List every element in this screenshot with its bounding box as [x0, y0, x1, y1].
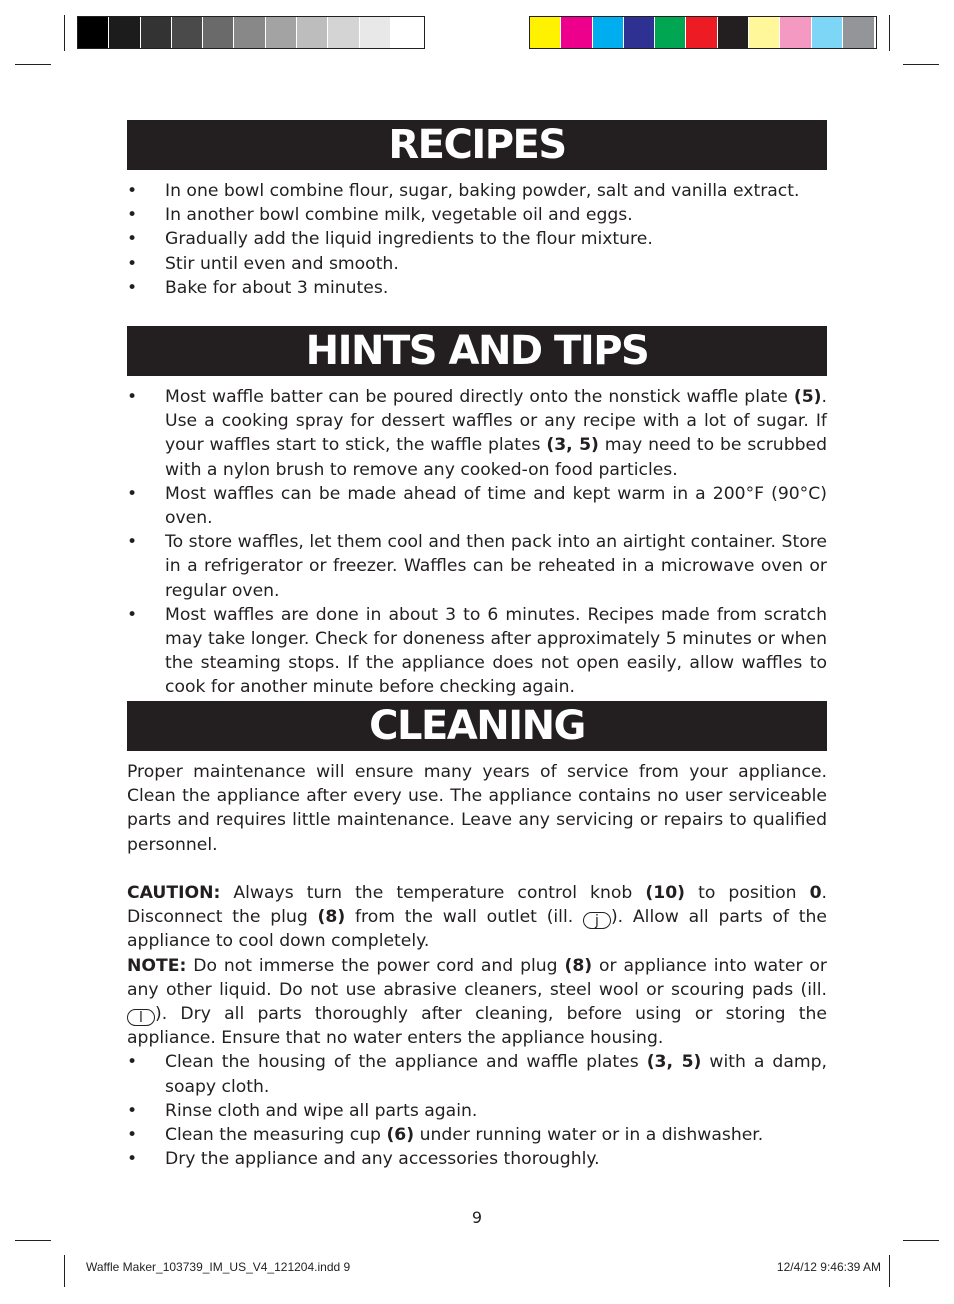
list-item: • Gradually add the liquid ingredients to the flour mixture.	[127, 227, 827, 251]
footer-timestamp: 12/4/12 9:46:39 AM	[776, 1260, 881, 1274]
color-swatch	[812, 17, 843, 48]
color-swatch	[655, 17, 686, 48]
illustration-ref: j	[583, 912, 611, 929]
crop-mark	[15, 64, 51, 65]
color-swatch	[593, 17, 624, 48]
color-swatch	[234, 17, 265, 48]
list-item: • In another bowl combine milk, vegetable oil and eggs.	[127, 203, 827, 227]
crop-mark	[903, 1240, 939, 1241]
hints-heading: HINTS AND TIPS	[127, 326, 827, 376]
list-item: • Most waffles are done in about 3 to 6 minutes. Recipes made from scratch may take longer. Check for doneness after approximately 5 minutes or when the steaming stops. If the appliance does not open easily, allow waffles to cook for another minute before checking again.	[127, 603, 827, 700]
color-swatch	[749, 17, 780, 48]
color-swatch	[297, 17, 328, 48]
color-swatch	[780, 17, 811, 48]
list-item: • To store waffles, let them cool and then pack into an airtight container. Store in a refrigerator or freezer. Waffles can be reheated in a microwave oven or regular oven.	[127, 530, 827, 603]
color-swatch	[530, 17, 561, 48]
cleaning-body	[127, 760, 827, 1171]
list-item: • Most waffle batter can be poured directly onto the nonstick waffle plate (5). Use a cooking spray for dessert waffles or any recipe with a lot of sugar. If your waffles start to stick, the waffle plates (3, 5) may need to be scrubbed with a nylon brush to remove any cooked-on food particles.	[127, 385, 827, 482]
note-paragraph: NOTE: Do not immerse the power cord and plug (8) or appliance into water or any other liquid. Do not use abrasive cleaners, steel wool or scouring pads (ill. l ). Dry all parts thoroughly after cleaning, before using or storing the appliance. Ensure that no water enters the appliance housing.	[127, 955, 827, 1049]
color-swatch	[328, 17, 359, 48]
list-item: • Clean the housing of the appliance and waffle plates (3, 5) with a damp, soapy cloth.	[127, 1050, 827, 1098]
list-item: • Dry the appliance and any accessories thoroughly.	[127, 1147, 827, 1171]
list-item: • Most waffles can be made ahead of time and kept warm in a 200°F (90°C) oven.	[127, 482, 827, 530]
color-swatch	[266, 17, 297, 48]
color-swatch	[172, 17, 203, 48]
illustration-ref: l	[127, 1009, 155, 1026]
grayscale-color-bar	[77, 16, 425, 49]
color-swatch	[360, 17, 391, 48]
color-swatch	[686, 17, 717, 48]
cleaning-heading: CLEANING	[127, 701, 827, 751]
list-item: • In one bowl combine flour, sugar, baking powder, salt and vanilla extract.	[127, 179, 827, 203]
crop-mark	[64, 1255, 65, 1287]
list-item: • Stir until even and smooth.	[127, 252, 827, 276]
color-swatch	[843, 17, 874, 48]
color-swatch	[109, 17, 140, 48]
color-swatch	[141, 17, 172, 48]
crop-mark	[15, 1240, 51, 1241]
color-swatch	[203, 17, 234, 48]
process-color-bar	[529, 16, 877, 49]
list-item: • Rinse cloth and wipe all parts again.	[127, 1099, 827, 1123]
color-swatch	[391, 17, 422, 48]
caution-paragraph: CAUTION: Always turn the temperature control knob (10) to position 0. Disconnect the plug (8) from the wall outlet (ill. j ). Allow all parts of the appliance to cool down completely.	[127, 883, 827, 952]
recipes-heading: RECIPES	[127, 120, 827, 170]
color-swatch	[561, 17, 592, 48]
cleaning-intro: Proper maintenance will ensure many years of service from your appliance. Clean the appliance after every use. The appliance contains no user serviceable parts and requires little maintenance. Leave any servicing or repairs to qualified personnel.	[127, 762, 827, 855]
list-item: • Bake for about 3 minutes.	[127, 276, 827, 300]
page-number: 9	[471, 1208, 483, 1227]
crop-mark	[64, 15, 65, 51]
color-swatch	[624, 17, 655, 48]
color-swatch	[78, 17, 109, 48]
list-item: • Clean the measuring cup (6) under running water or in a dishwasher.	[127, 1123, 827, 1147]
crop-mark	[889, 1255, 890, 1287]
crop-mark	[903, 64, 939, 65]
color-swatch	[718, 17, 749, 48]
crop-mark	[889, 15, 890, 51]
hints-list	[127, 385, 827, 700]
footer-filename: Waffle Maker_103739_IM_US_V4_121204.indd 9	[86, 1260, 351, 1274]
recipes-list	[127, 179, 827, 300]
